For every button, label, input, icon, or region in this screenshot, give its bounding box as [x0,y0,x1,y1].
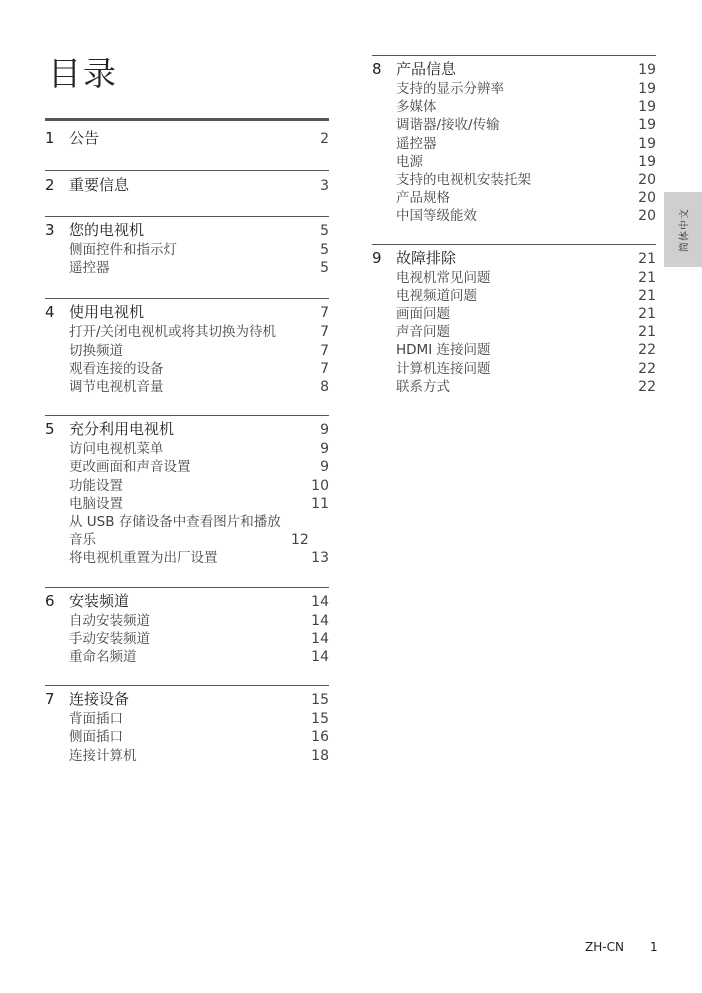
entry-page-number: 14 [311,630,329,647]
entry-page-number: 21 [638,306,656,323]
entry-page-number: 14 [311,612,329,629]
entry-page-number: 13 [311,550,329,567]
entry-page-number: 19 [638,153,656,170]
section-title: 使用电视机 [69,303,145,322]
entry-page-number: 19 [638,99,656,116]
entry-page-number: 14 [311,649,329,666]
section-page-number: 15 [311,692,329,709]
toc-entry[interactable] [372,135,656,153]
entry-title: 支持的显示分辨率 [396,81,504,97]
toc-entry[interactable] [372,171,656,189]
entry-page-number: 21 [638,287,656,304]
section-page-number: 21 [638,250,656,267]
entry-title: 背面插口 [69,711,123,728]
entry-page-number: 22 [638,360,656,377]
toc-entry[interactable] [372,189,656,207]
toc-section-heading[interactable] [372,60,656,80]
section-number: 7 [45,690,55,709]
section-number: 3 [45,221,55,239]
toc-entry[interactable] [45,630,329,648]
toc-entry[interactable] [45,360,329,378]
entry-title: 联系方式 [396,378,450,395]
toc-section-heading[interactable] [45,420,329,440]
entry-title: 连接计算机 [69,747,137,764]
entry-page-number: 10 [311,477,329,494]
entry-page-number: 9 [320,441,329,458]
entry-page-number: 19 [638,117,656,134]
entry-title: 从 USB 存储设备中查看图片和播放音乐 [69,514,281,549]
section-title: 充分利用电视机 [69,420,175,439]
toc-entry[interactable] [45,440,329,458]
entry-title: 侧面插口 [69,729,123,746]
section-title: 安装频道 [69,591,130,610]
toc-entry[interactable] [45,259,329,277]
section-title: 连接设备 [69,690,130,709]
entry-title: 重命名频道 [69,649,137,666]
entry-page-number: 5 [320,260,329,277]
entry-title: 切换频道 [69,342,123,359]
section-page-number: 7 [320,305,329,322]
toc-section-heading[interactable] [45,129,329,149]
toc-entry[interactable] [372,98,656,116]
entry-page-number: 20 [638,172,656,189]
toc-entry[interactable] [372,116,656,134]
toc-section-1 [45,121,329,170]
toc-entry[interactable] [372,287,656,305]
entry-title: HDMI 连接问题 [396,342,491,359]
section-title: 您的电视机 [69,221,145,239]
entry-page-number: 19 [638,135,656,152]
language-side-tab-label: 简体中文 [679,207,691,252]
entry-page-number: 20 [638,190,656,207]
section-title: 公告 [69,129,100,147]
section-title: 重要信息 [69,176,130,194]
toc-section-3 [45,216,329,298]
toc-section-6 [45,587,329,686]
entry-title: 更改画面和声音设置 [69,459,191,476]
entry-page-number: 7 [320,342,329,359]
toc-section-2 [45,170,329,216]
entry-page-number: 5 [320,242,329,258]
toc-entry[interactable] [372,80,656,98]
footer-language-code: ZH-CN [585,940,624,954]
toc-entry[interactable] [372,153,656,171]
toc-entry[interactable] [45,549,329,567]
toc-right-column [372,55,656,396]
entry-title: 多媒体 [396,99,437,116]
toc-entry[interactable] [372,323,656,341]
language-side-tab [664,192,702,267]
toc-entry[interactable] [45,378,329,396]
section-page-number: 19 [638,62,656,78]
entry-title: 功能设置 [69,477,123,494]
entry-title: 访问电视机菜单 [69,441,164,458]
entry-title: 电源 [396,153,423,170]
section-page-number: 14 [311,593,329,610]
entry-page-number: 7 [320,324,329,341]
section-number: 2 [45,176,55,194]
toc-section-4 [45,298,329,415]
section-number: 1 [45,129,55,147]
toc-entry[interactable] [372,341,656,359]
section-page-number: 9 [320,422,329,439]
entry-page-number: 20 [638,208,656,225]
toc-entry[interactable] [45,747,329,765]
toc-section-heading[interactable] [45,592,329,612]
entry-page-number: 12 [291,532,309,549]
toc-entry[interactable] [372,360,656,378]
toc-entry[interactable] [45,728,329,746]
section-page-number: 2 [320,131,329,147]
section-number: 9 [372,248,382,267]
entry-title: 调节电视机音量 [69,379,164,396]
entry-page-number: 15 [311,711,329,728]
toc-section-9 [372,244,656,396]
entry-page-number: 16 [311,729,329,746]
section-title: 故障排除 [396,248,457,267]
entry-page-number: 19 [638,81,656,97]
toc-entry[interactable] [372,378,656,396]
entry-title: 声音问题 [396,324,450,341]
toc-section-heading[interactable] [45,221,329,241]
entry-page-number: 11 [311,495,329,512]
entry-title: 电视频道问题 [396,287,477,304]
section-title: 产品信息 [396,60,457,78]
entry-page-number: 18 [311,747,329,764]
toc-section-heading[interactable] [45,690,329,710]
toc-section-7 [45,685,329,765]
entry-title: 手动安装频道 [69,630,150,647]
section-page-number: 5 [320,223,329,239]
section-page-number: 3 [320,178,329,194]
toc-section-heading[interactable] [45,176,329,196]
entry-title: 画面问题 [396,306,450,323]
toc-entry[interactable] [372,305,656,323]
toc-section-5 [45,415,329,586]
section-number: 4 [45,303,55,322]
entry-title: 中国等级能效 [396,208,477,225]
toc-entry[interactable] [372,269,656,287]
toc-section-heading[interactable] [45,303,329,323]
entry-page-number: 9 [320,459,329,476]
entry-title: 产品规格 [396,190,450,207]
toc-entry[interactable] [45,513,329,549]
entry-page-number: 21 [638,324,656,341]
entry-title: 遥控器 [396,135,437,152]
entry-title: 自动安装频道 [69,612,150,629]
toc-section-heading[interactable] [372,249,656,269]
toc-entry[interactable] [45,323,329,341]
toc-entry[interactable] [45,495,329,513]
entry-title: 计算机连接问题 [396,360,491,377]
toc-entry[interactable] [45,648,329,666]
entry-title: 调谐器/接收/传输 [396,117,500,134]
entry-title: 侧面控件和指示灯 [69,242,177,258]
toc-entry[interactable] [45,612,329,630]
entry-page-number: 22 [638,378,656,395]
entry-title: 打开/关闭电视机或将其切换为待机 [69,324,277,341]
entry-page-number: 7 [320,360,329,377]
footer-page-number: 1 [650,940,658,954]
toc-entry[interactable] [45,710,329,728]
entry-title: 遥控器 [69,260,110,277]
toc-entry[interactable] [45,342,329,360]
entry-title: 支持的电视机安装托架 [396,172,531,189]
toc-section-8 [372,56,656,244]
section-number: 6 [45,591,55,610]
section-number: 5 [45,420,55,439]
page-title: 目录 [48,54,118,93]
entry-title: 将电视机重置为出厂设置 [69,550,218,567]
toc-left-column [45,118,329,765]
entry-page-number: 8 [320,379,329,396]
section-number: 8 [372,60,382,78]
entry-page-number: 22 [638,342,656,359]
entry-page-number: 21 [638,269,656,286]
entry-title: 电脑设置 [69,495,123,512]
toc-entry[interactable] [45,241,329,259]
toc-entry[interactable] [45,477,329,495]
toc-entry[interactable] [372,207,656,225]
entry-title: 电视机常见问题 [396,269,491,286]
toc-entry[interactable] [45,458,329,476]
entry-title: 观看连接的设备 [69,360,164,377]
